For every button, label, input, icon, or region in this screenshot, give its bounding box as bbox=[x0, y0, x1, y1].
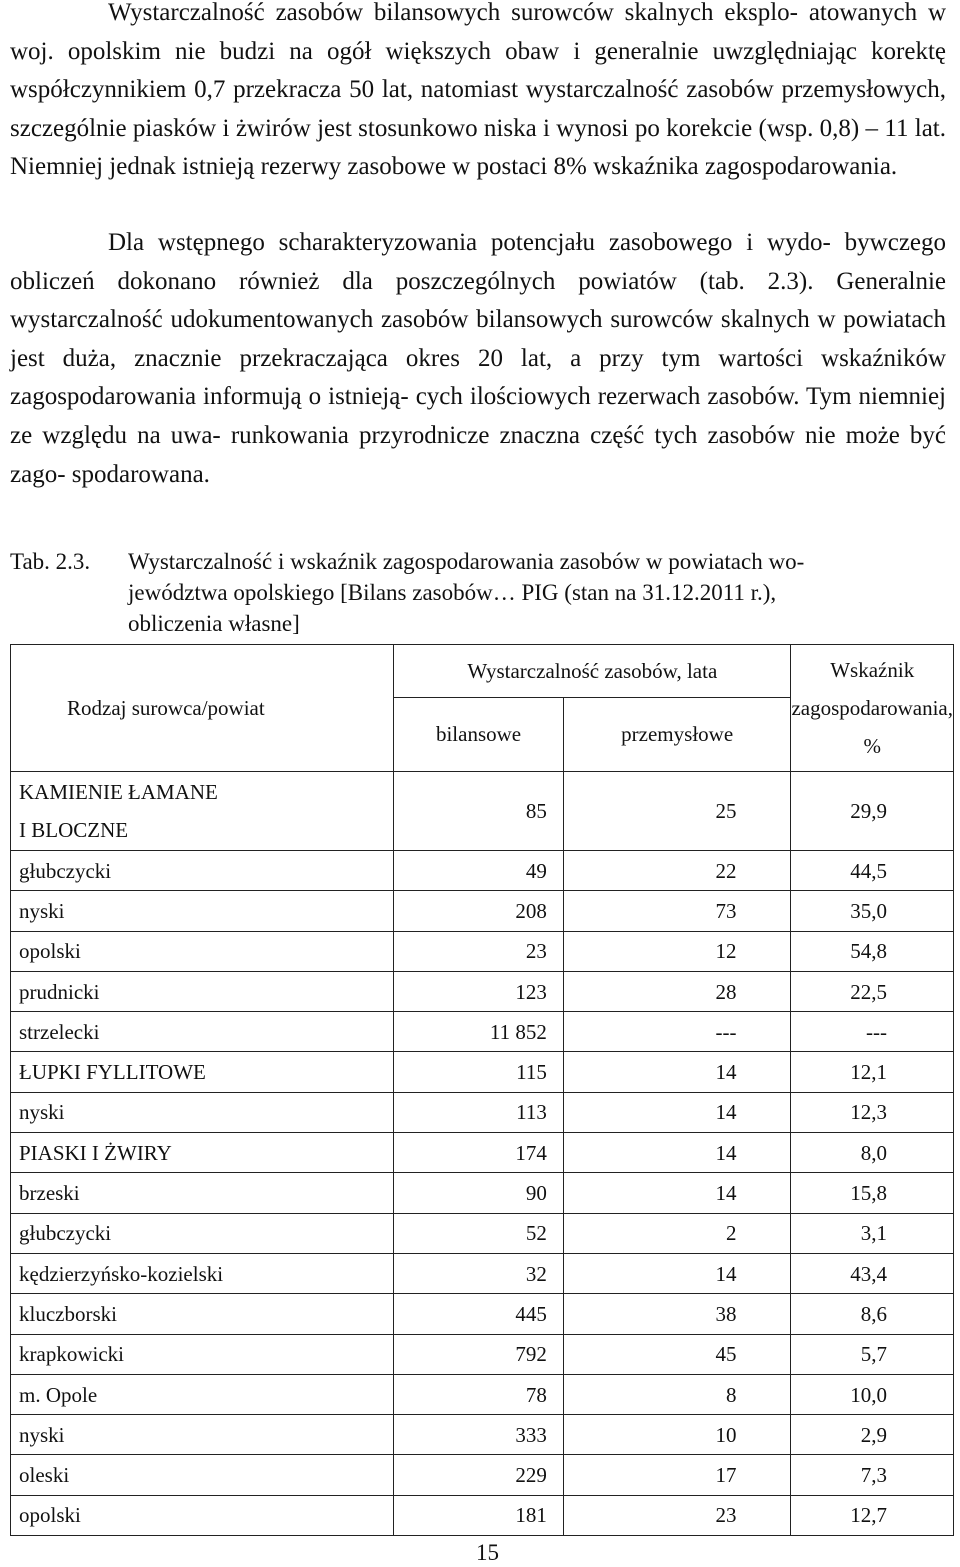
row-balance: 11 852 bbox=[394, 1012, 564, 1052]
caption-line: obliczenia własne] bbox=[128, 611, 300, 636]
row-name: kluczborski bbox=[11, 1294, 394, 1334]
row-balance: 123 bbox=[394, 971, 564, 1011]
paragraph-line: stosunkowo niska i wynosi po korekcie (wsp. 0,8) – 11 lat. Niemniej jednak bbox=[10, 114, 946, 181]
table-row bbox=[11, 891, 954, 931]
row-indicator: 10,0 bbox=[791, 1374, 954, 1414]
row-name bbox=[11, 772, 394, 851]
resources-table bbox=[10, 644, 954, 1536]
table-row bbox=[11, 772, 954, 851]
row-indicator: 12,1 bbox=[791, 1052, 954, 1092]
header-cell-indicator bbox=[791, 645, 954, 772]
row-name: głubczycki bbox=[11, 851, 394, 891]
table-row bbox=[11, 1092, 954, 1132]
header-indicator-line: Wskaźnik bbox=[830, 658, 915, 682]
paragraph-line: spodarowana. bbox=[71, 460, 210, 488]
row-indicator: 43,4 bbox=[791, 1253, 954, 1293]
row-industrial: 10 bbox=[563, 1415, 791, 1455]
paragraph-line: atowanych w woj. opolskim nie budzi na ogół większych obaw i generalnie bbox=[10, 0, 947, 65]
table-row bbox=[11, 971, 954, 1011]
row-industrial: 14 bbox=[563, 1092, 791, 1132]
paragraph-line: bywczego obliczeń dokonano również dla poszczególnych powiatów (tab. bbox=[10, 229, 947, 295]
table-row bbox=[11, 1455, 954, 1495]
row-name: opolski bbox=[11, 1495, 394, 1535]
row-industrial: 73 bbox=[563, 891, 791, 931]
header-cell-industrial: przemysłowe bbox=[563, 698, 791, 772]
row-balance: 181 bbox=[394, 1495, 564, 1535]
row-indicator: 35,0 bbox=[791, 891, 954, 931]
body-paragraph-1 bbox=[10, 0, 946, 187]
row-industrial: 17 bbox=[563, 1455, 791, 1495]
table-row bbox=[11, 1213, 954, 1253]
table-row bbox=[11, 1012, 954, 1052]
row-industrial: 25 bbox=[563, 772, 791, 851]
paragraph-line: wystarczalność zasobów przemysłowych, szczególnie piasków i żwirów jest bbox=[10, 76, 946, 142]
header-indicator-line: zagospodarowania, bbox=[791, 696, 953, 720]
row-name: strzelecki bbox=[11, 1012, 394, 1052]
row-indicator: 8,0 bbox=[791, 1133, 954, 1173]
row-industrial: 22 bbox=[563, 851, 791, 891]
paragraph-line: runkowania przyrodnicze znaczna część tych zasobów nie może być zago- bbox=[10, 421, 947, 488]
row-indicator: --- bbox=[791, 1012, 954, 1052]
paragraph-line: Dla wstępnego scharakteryzowania potencjału zasobowego i wydo- bbox=[108, 229, 831, 256]
row-industrial: --- bbox=[563, 1012, 791, 1052]
row-indicator: 22,5 bbox=[791, 971, 954, 1011]
row-balance: 115 bbox=[394, 1052, 564, 1092]
row-industrial: 14 bbox=[563, 1052, 791, 1092]
row-indicator: 8,6 bbox=[791, 1294, 954, 1334]
table-row bbox=[11, 1374, 954, 1414]
row-industrial: 2 bbox=[563, 1213, 791, 1253]
row-indicator: 3,1 bbox=[791, 1213, 954, 1253]
table-row bbox=[11, 851, 954, 891]
row-balance: 90 bbox=[394, 1173, 564, 1213]
paragraph-line: lat, a przy tym wartości wskaźników zagospodarowania informują o istnieją- bbox=[10, 344, 946, 411]
body-paragraph-2 bbox=[10, 224, 946, 494]
paragraph-line: istnieją rezerwy zasobowe w postaci 8% wskaźnika zagospodarowania. bbox=[182, 153, 898, 181]
row-balance: 113 bbox=[394, 1092, 564, 1132]
row-name: nyski bbox=[11, 1092, 394, 1132]
row-indicator: 2,9 bbox=[791, 1415, 954, 1455]
row-name: oleski bbox=[11, 1455, 394, 1495]
paragraph-line: surowców skalnych w powiatach jest duża, znacznie przekraczająca okres 20 bbox=[10, 306, 947, 372]
paragraph-text bbox=[10, 224, 946, 494]
row-name: krapkowicki bbox=[11, 1334, 394, 1374]
paragraph-text bbox=[10, 0, 946, 187]
row-name: prudnicki bbox=[11, 971, 394, 1011]
caption-line: Wystarczalność i wskaźnik zagospodarowania zasobów w powiatach wo- bbox=[128, 549, 805, 574]
row-name: m. Opole bbox=[11, 1374, 394, 1414]
row-balance: 78 bbox=[394, 1374, 564, 1414]
row-industrial: 45 bbox=[563, 1334, 791, 1374]
row-balance: 229 bbox=[394, 1455, 564, 1495]
caption-line: jewództwa opolskiego [Bilans zasobów… PIG (stan na 31.12.2011 r.), bbox=[128, 580, 777, 605]
paragraph-line: cych ilościowych rezerwach zasobów. Tym niemniej ze względu na uwa- bbox=[10, 383, 947, 449]
header-cell-group: Wystarczalność zasobów, lata bbox=[394, 645, 791, 698]
row-industrial: 12 bbox=[563, 931, 791, 971]
paragraph-line: uwzględniając korektę współczynnikiem 0,7 przekracza 50 lat, natomiast bbox=[10, 37, 946, 104]
header-cell-balance: bilansowe bbox=[394, 698, 564, 772]
table-row bbox=[11, 1415, 954, 1455]
row-indicator: 15,8 bbox=[791, 1173, 954, 1213]
row-balance: 49 bbox=[394, 851, 564, 891]
row-indicator: 54,8 bbox=[791, 931, 954, 971]
row-name: głubczycki bbox=[11, 1213, 394, 1253]
row-indicator: 29,9 bbox=[791, 772, 954, 851]
row-name: kędzierzyńsko-kozielski bbox=[11, 1253, 394, 1293]
row-balance: 792 bbox=[394, 1334, 564, 1374]
row-balance: 333 bbox=[394, 1415, 564, 1455]
header-indicator-line: % bbox=[863, 734, 881, 758]
row-industrial: 28 bbox=[563, 971, 791, 1011]
row-name: opolski bbox=[11, 931, 394, 971]
row-industrial: 14 bbox=[563, 1173, 791, 1213]
row-balance: 52 bbox=[394, 1213, 564, 1253]
table-header-row bbox=[11, 645, 954, 698]
caption-label: Tab. 2.3. bbox=[10, 549, 91, 574]
row-industrial: 23 bbox=[563, 1495, 791, 1535]
row-balance: 174 bbox=[394, 1133, 564, 1173]
row-name: ŁUPKI FYLLITOWE bbox=[11, 1052, 394, 1092]
page-number: 15 bbox=[476, 1540, 499, 1565]
row-name: brzeski bbox=[11, 1173, 394, 1213]
table-row bbox=[11, 931, 954, 971]
paragraph-line: Wystarczalność zasobów bilansowych surowców skalnych eksplo- bbox=[108, 0, 798, 26]
row-indicator: 5,7 bbox=[791, 1334, 954, 1374]
table-caption bbox=[10, 546, 946, 639]
row-balance: 32 bbox=[394, 1253, 564, 1293]
row-name-line: I BLOCZNE bbox=[19, 818, 129, 842]
row-industrial: 38 bbox=[563, 1294, 791, 1334]
row-indicator: 12,7 bbox=[791, 1495, 954, 1535]
row-balance: 208 bbox=[394, 891, 564, 931]
row-name: nyski bbox=[11, 891, 394, 931]
table-row bbox=[11, 1294, 954, 1334]
row-balance: 23 bbox=[394, 931, 564, 971]
row-name-line: KAMIENIE ŁAMANE bbox=[19, 780, 218, 804]
row-indicator: 44,5 bbox=[791, 851, 954, 891]
row-indicator: 12,3 bbox=[791, 1092, 954, 1132]
row-industrial: 14 bbox=[563, 1253, 791, 1293]
table-row bbox=[11, 1133, 954, 1173]
table-row bbox=[11, 1173, 954, 1213]
paragraph-line: 2.3). Generalnie wystarczalność udokumentowanych zasobów bilansowych bbox=[10, 267, 947, 334]
table-row bbox=[11, 1052, 954, 1092]
row-name: PIASKI I ŻWIRY bbox=[11, 1133, 394, 1173]
row-industrial: 8 bbox=[563, 1374, 791, 1414]
header-cell-type: Rodzaj surowca/powiat bbox=[11, 645, 394, 772]
table-row bbox=[11, 1253, 954, 1293]
table-row bbox=[11, 1334, 954, 1374]
table-row bbox=[11, 1495, 954, 1535]
row-industrial: 14 bbox=[563, 1133, 791, 1173]
row-indicator: 7,3 bbox=[791, 1455, 954, 1495]
row-balance: 445 bbox=[394, 1294, 564, 1334]
row-balance: 85 bbox=[394, 772, 564, 851]
row-name: nyski bbox=[11, 1415, 394, 1455]
